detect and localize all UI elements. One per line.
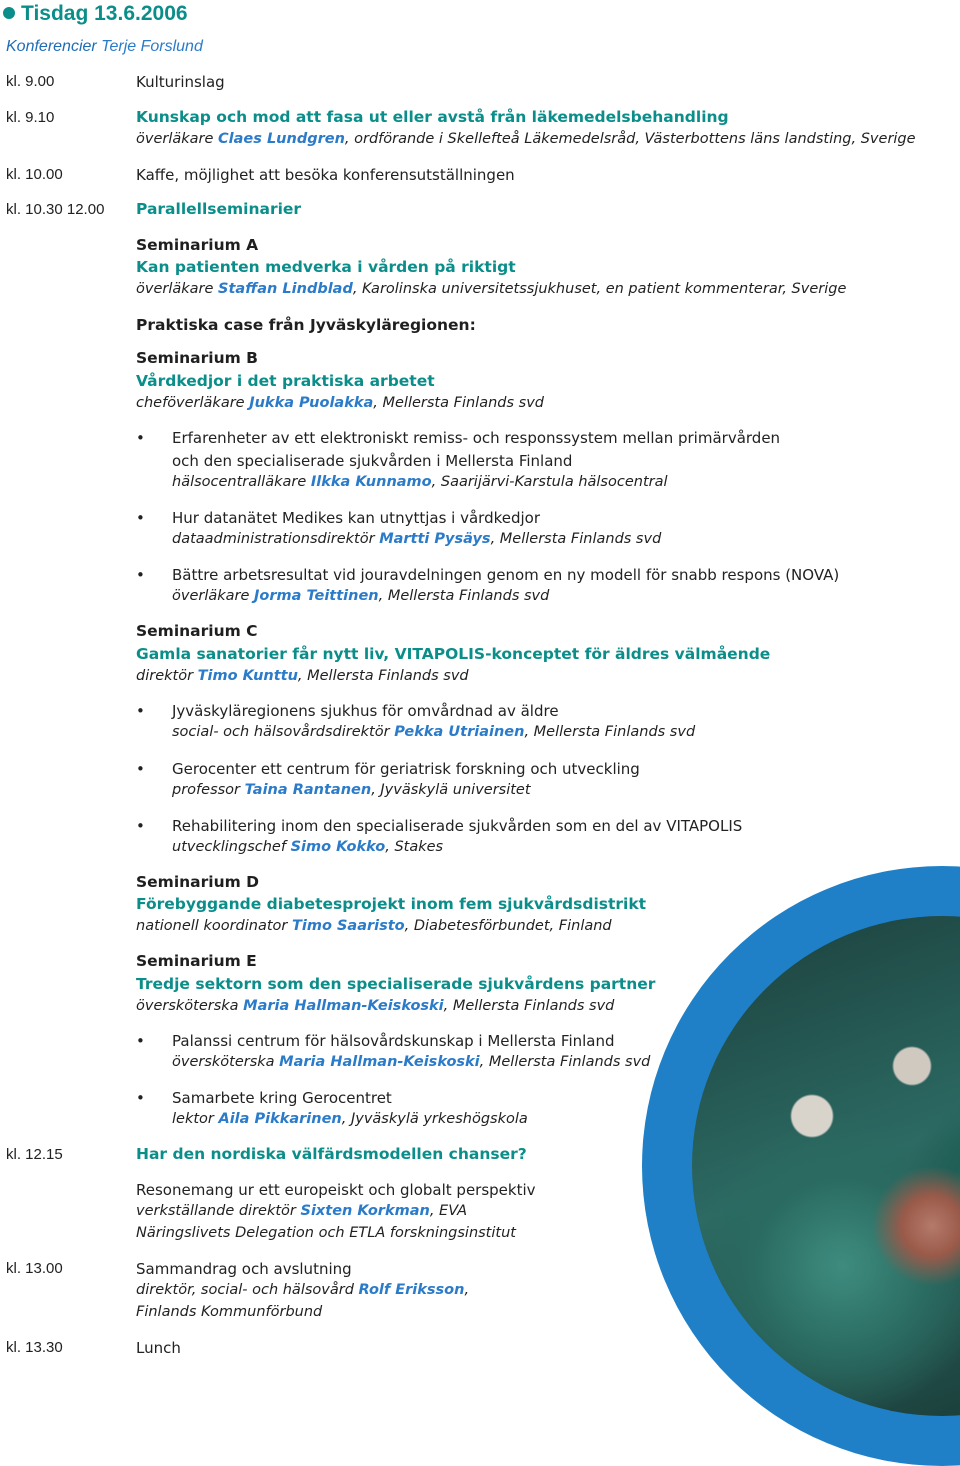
speaker-line: cheföverläkare Jukka Puolakka, Mellersta Finlands svd [136,395,544,411]
speaker-name: Staffan Lindblad [218,281,353,297]
seminar-b-title: Vårdkedjor i det praktiska arbetet [136,372,435,390]
time-9-00: kl. 9.00 [6,73,55,90]
speaker-name: Maria Hallman-Keiskoski [243,998,444,1014]
speaker-name: Rolf Eriksson [358,1282,465,1298]
bullet-text: och den specialiserade sjukvården i Mellersta Finland [172,452,573,470]
speaker-name: Ilkka Kunnamo [310,474,432,490]
bullet-text: Samarbete kring Gerocentret [172,1089,392,1107]
session-parallel: Parallellseminarier [136,200,302,218]
emcee-line [6,38,203,56]
speaker-name: Aila Pikkarinen [218,1111,342,1127]
time-10-30: kl. 10.30 12.00 [6,201,105,218]
speaker-line: lektor Aila Pikkarinen, Jyväskylä yrkeshögskola [172,1111,528,1127]
bullet-dot-icon [3,7,15,19]
page-date: Tisdag 13.6.2006 [21,2,188,25]
seminar-d-label: Seminarium D [136,873,260,891]
surgery-photo [692,916,960,1416]
bullet-text: Rehabilitering inom den specialiserade sjukvården som en del av VITAPOLIS [172,817,743,835]
bullet-icon: • [136,760,145,778]
speaker-name: Simo Kokko [290,839,386,855]
case-heading: Praktiska case från Jyväskyläregionen: [136,316,476,334]
speaker-name: Jukka Puolakka [249,395,374,411]
speaker-line: professor Taina Rantanen, Jyväskylä universitet [172,782,531,798]
seminar-d-title: Förebyggande diabetesprojekt inom fem sjukvårdsdistrikt [136,895,647,913]
bullet-text: Gerocenter ett centrum för geriatrisk forskning och utveckling [172,760,640,778]
bullet-text: Bättre arbetsresultat vid jouravdelningen genom en ny modell för snabb respons (NOVA) [172,566,840,584]
bullet-icon: • [136,1089,145,1107]
speaker-name: Timo Kunttu [197,668,298,684]
speaker-line: dataadministrationsdirektör Martti Pysäys, Mellersta Finlands svd [172,531,662,547]
session-kulturinslag: Kulturinslag [136,73,225,91]
speaker-name: Jorma Teittinen [254,588,379,604]
speaker-line: överläkare Claes Lundgren, ordförande i Skellefteå Läkemedelsråd, Västerbottens läns landsting, Sverige [136,131,916,147]
time-13-30: kl. 13.30 [6,1339,63,1356]
speaker-line: översköterska Maria Hallman-Keiskoski, Mellersta Finlands svd [172,1054,651,1070]
speaker-line: överläkare Staffan Lindblad, Karolinska universitetssjukhuset, en patient kommenterar, Sverige [136,281,847,297]
seminar-c-label: Seminarium C [136,622,258,640]
bullet-text: Erfarenheter av ett elektroniskt remiss- och responssystem mellan primärvården [172,429,781,447]
emcee-role: Konferencier [6,38,97,55]
bullet-icon: • [136,702,145,720]
bullet-text: Hur datanätet Medikes kan utnyttjas i vårdkedjor [172,509,540,527]
session-title: Har den nordiska välfärdsmodellen chanser? [136,1145,527,1163]
session-closing: Sammandrag och avslutning [136,1260,352,1278]
bullet-icon: • [136,429,145,447]
speaker-name: Timo Saaristo [291,918,405,934]
speaker-name: Martti Pysäys [379,531,491,547]
speaker-affiliation: Finlands Kommunförbund [136,1304,323,1320]
seminar-b-label: Seminarium B [136,349,258,367]
emcee-name: Terje Forslund [101,38,203,55]
speaker-line: social- och hälsovårdsdirektör Pekka Utriainen, Mellersta Finlands svd [172,724,696,740]
speaker-name: Maria Hallman-Keiskoski [279,1054,480,1070]
speaker-name: Claes Lundgren [218,131,345,147]
seminar-a-title: Kan patienten medverka i vården på riktigt [136,258,516,276]
speaker-line: verkställande direktör Sixten Korkman, EVA [136,1203,468,1219]
photo-circle [642,866,960,1466]
speaker-line: överläkare Jorma Teittinen, Mellersta Finlands svd [172,588,550,604]
speaker-name: Sixten Korkman [300,1203,430,1219]
speaker-line: nationell koordinator Timo Saaristo, Diabetesförbundet, Finland [136,918,612,934]
speaker-line: direktör, social- och hälsovård Rolf Eriksson, [136,1282,470,1298]
speaker-name: Taina Rantanen [244,782,372,798]
session-title: Kunskap och mod att fasa ut eller avstå från läkemedelsbehandling [136,108,729,126]
speaker-line: direktör Timo Kunttu, Mellersta Finlands svd [136,668,469,684]
session-text: Resonemang ur ett europeiskt och globalt perspektiv [136,1181,536,1199]
bullet-icon: • [136,1032,145,1050]
seminar-e-label: Seminarium E [136,952,257,970]
time-13-00: kl. 13.00 [6,1260,63,1277]
session-coffee: Kaffe, möjlighet att besöka konferensutställningen [136,166,515,184]
bullet-icon: • [136,509,145,527]
time-9-10: kl. 9.10 [6,109,55,126]
seminar-c-title: Gamla sanatorier får nytt liv, VITAPOLIS-konceptet för äldres välmående [136,645,771,663]
speaker-affiliation: Näringslivets Delegation och ETLA forskningsinstitut [136,1225,516,1241]
speaker-line: utvecklingschef Simo Kokko, Stakes [172,839,444,855]
speaker-line: hälsocentralläkare Ilkka Kunnamo, Saarijärvi-Karstula hälsocentral [172,474,668,490]
time-12-15: kl. 12.15 [6,1146,63,1163]
bullet-icon: • [136,817,145,835]
bullet-text: Jyväskyläregionens sjukhus för omvårdnad av äldre [172,702,559,720]
time-10-00: kl. 10.00 [6,166,63,183]
speaker-name: Pekka Utriainen [394,724,525,740]
session-lunch: Lunch [136,1339,181,1357]
seminar-e-title: Tredje sektorn som den specialiserade sjukvårdens partner [136,975,656,993]
speaker-line: översköterska Maria Hallman-Keiskoski, Mellersta Finlands svd [136,998,615,1014]
seminar-a-label: Seminarium A [136,236,259,254]
bullet-icon: • [136,566,145,584]
bullet-text: Palanssi centrum för hälsovårdskunskap i Mellersta Finland [172,1032,615,1050]
